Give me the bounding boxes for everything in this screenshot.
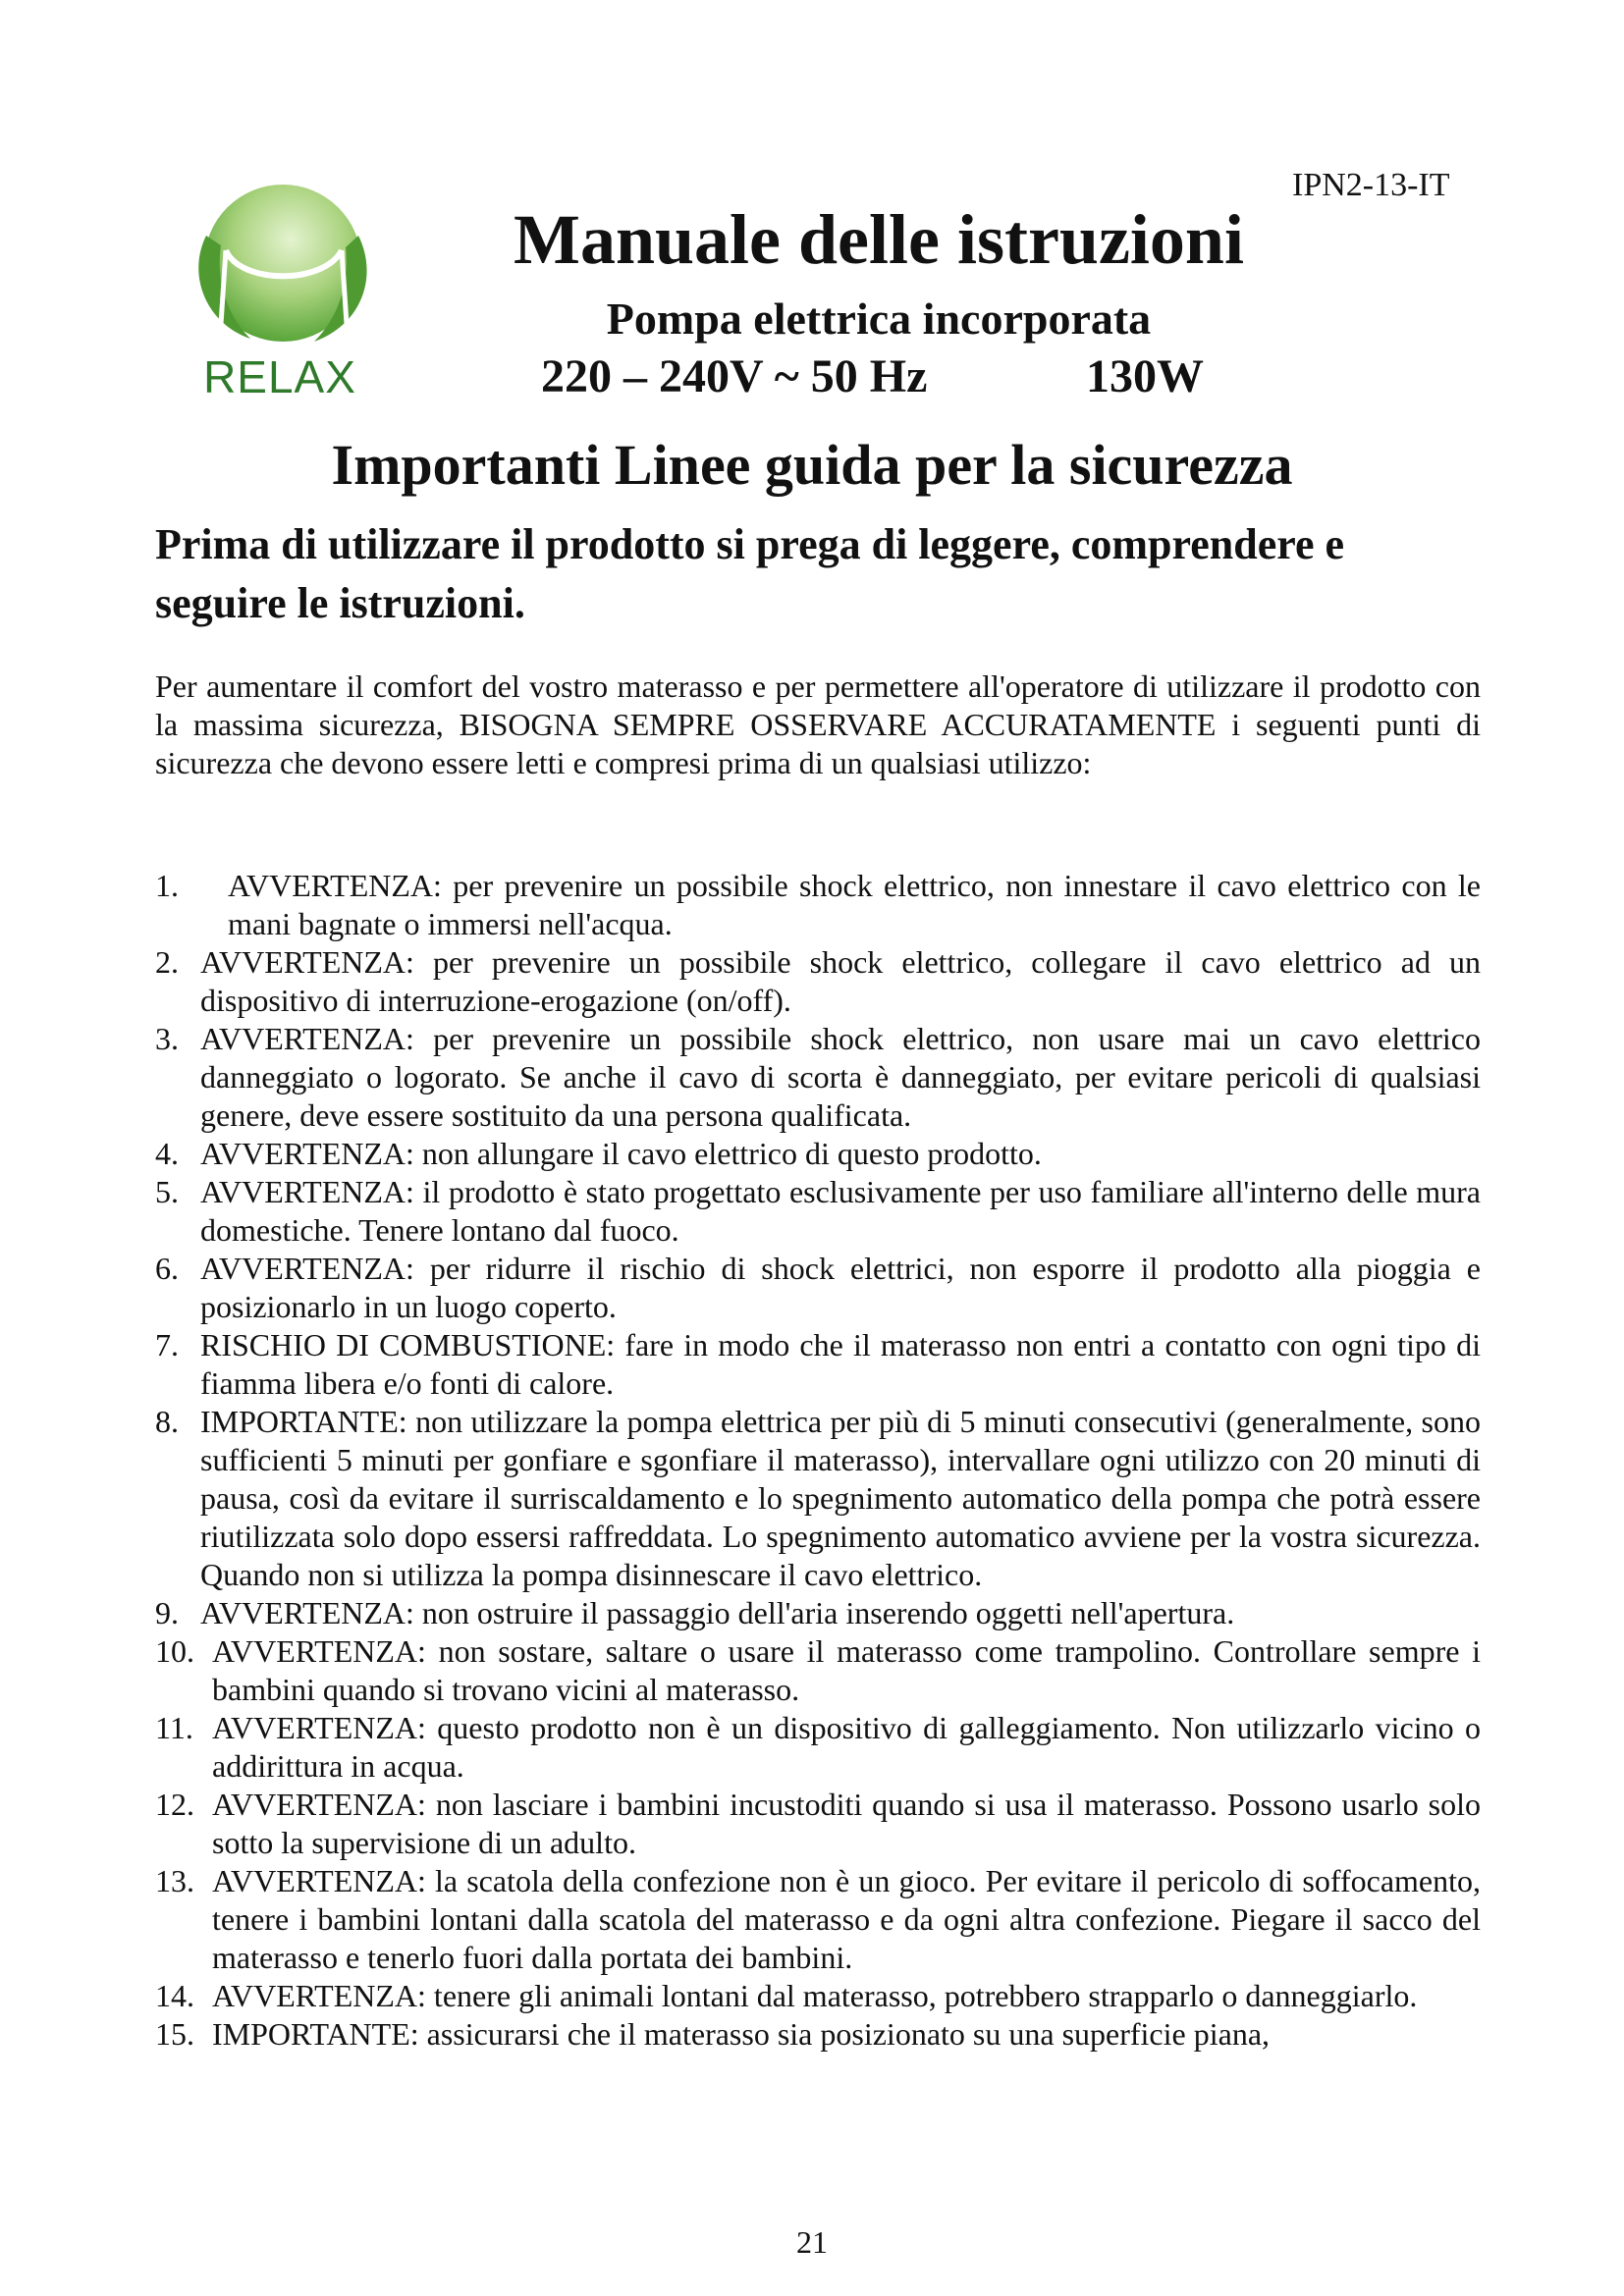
list-item-text: AVVERTENZA: non ostruire il passaggio dell'aria inserendo oggetti nell'apertura. bbox=[200, 1595, 1235, 1630]
list-item-text: AVVERTENZA: per prevenire un possibile shock elettrico, collegare il cavo elettrico ad un dispositivo di interruzione-erogazione (on/off). bbox=[200, 944, 1481, 1018]
list-item-number: 1. bbox=[155, 868, 179, 903]
document-code: IPN2-13-IT bbox=[1292, 167, 1450, 203]
list-item-number: 15. bbox=[155, 2016, 194, 2052]
page-number: 21 bbox=[796, 2224, 828, 2260]
list-item-number: 13. bbox=[155, 1863, 194, 1898]
list-item-number: 2. bbox=[155, 944, 179, 980]
voltage-spec: 220 – 240V ~ 50 Hz bbox=[541, 350, 928, 402]
intro-bold-instruction: Prima di utilizzare il prodotto si prega di leggere, comprendere e seguire le istruzioni. bbox=[155, 520, 1345, 627]
list-item-text: IMPORTANTE: assicurarsi che il materasso sia posizionato su una superficie piana, bbox=[212, 2016, 1271, 2052]
list-item-number: 11. bbox=[155, 1710, 193, 1745]
list-item bbox=[155, 1135, 1481, 1173]
list-item bbox=[155, 1020, 1481, 1135]
list-item bbox=[155, 943, 1481, 1020]
logo-text: RELAX bbox=[203, 351, 356, 402]
list-item-number: 8. bbox=[155, 1404, 179, 1439]
manual-title: Manuale delle istruzioni bbox=[514, 200, 1244, 279]
list-item-number: 5. bbox=[155, 1174, 179, 1209]
list-item-number: 3. bbox=[155, 1021, 179, 1056]
list-item-number: 10. bbox=[155, 1633, 194, 1669]
list-item-text: IMPORTANTE: non utilizzare la pompa elettrica per più di 5 minuti consecutivi (generalmente, sono sufficienti 5 minuti per gonfiare e sgonfiare il materasso), intervallare ogni utilizzo con 20 minuti di pausa, così da evitare il surriscaldamento e lo spegnimento automatico della pompa che potrà essere riutilizzata solo dopo essersi raffreddata. Lo spegnimento automatico avviene per la vostra sicurezza. Quando non si utilizza la pompa disinnescare il cavo elettrico. bbox=[200, 1404, 1481, 1592]
intro-paragraph: Per aumentare il comfort del vostro materasso e per permettere all'operatore di utilizzare il prodotto con la massima sicurezza, BISOGNA SEMPRE OSSERVARE ACCURATAMENTE i seguenti punti di sicurezza che devono essere letti e compresi prima di un qualsiasi utilizzo: bbox=[155, 668, 1481, 780]
list-item bbox=[155, 1632, 1481, 1709]
list-item-number: 4. bbox=[155, 1136, 179, 1171]
list-item bbox=[155, 1709, 1481, 1786]
safety-list bbox=[155, 867, 1481, 2054]
list-item bbox=[155, 1403, 1481, 1594]
list-item-number: 9. bbox=[155, 1595, 179, 1630]
list-item bbox=[155, 1862, 1481, 1977]
list-item-number: 12. bbox=[155, 1787, 194, 1822]
list-item-text: AVVERTENZA: per prevenire un possibile shock elettrico, non innestare il cavo elettrico con le mani bagnate o immersi nell'acqua. bbox=[228, 868, 1481, 941]
list-item bbox=[155, 2015, 1481, 2054]
list-item bbox=[155, 1250, 1481, 1326]
list-item bbox=[155, 1594, 1481, 1632]
list-item-text: AVVERTENZA: per prevenire un possibile shock elettrico, non usare mai un cavo elettrico danneggiato o logorato. Se anche il cavo di scorta è danneggiato, per evitare pericoli di qualsiasi genere, deve essere sostituito da una persona qualificata. bbox=[200, 1021, 1481, 1133]
product-subtitle: Pompa elettrica incorporata bbox=[606, 294, 1152, 344]
list-item bbox=[155, 1786, 1481, 1862]
list-item-text: AVVERTENZA: non lasciare i bambini incustoditi quando si usa il materasso. Possono usarlo solo sotto la supervisione di un adulto. bbox=[212, 1787, 1481, 1860]
power-spec: 130W bbox=[1086, 350, 1204, 402]
list-item bbox=[155, 1326, 1481, 1403]
list-item bbox=[155, 867, 1481, 943]
list-item-text: AVVERTENZA: la scatola della confezione non è un gioco. Per evitare il pericolo di soffocamento, tenere i bambini lontani dalla scatola del materasso e da ogni altra confezione. Piegare il sacco del materasso e tenerlo fuori dalla portata dei bambini. bbox=[212, 1863, 1481, 1975]
list-item-text: AVVERTENZA: questo prodotto non è un dispositivo di galleggiamento. Non utilizzarlo vicino o addirittura in acqua. bbox=[212, 1710, 1481, 1784]
list-item-text: AVVERTENZA: non sostare, saltare o usare il materasso come trampolino. Controllare sempre i bambini quando si trovano vicini al materasso. bbox=[212, 1633, 1481, 1707]
list-item-number: 6. bbox=[155, 1251, 179, 1286]
list-item-text: AVVERTENZA: per ridurre il rischio di shock elettrici, non esporre il prodotto alla pioggia e posizionarlo in un luogo coperto. bbox=[200, 1251, 1481, 1324]
list-item-text: AVVERTENZA: il prodotto è stato progettato esclusivamente per uso familiare all'interno delle mura domestiche. Tenere lontano dal fuoco. bbox=[200, 1174, 1481, 1248]
list-item-text: AVVERTENZA: non allungare il cavo elettrico di questo prodotto. bbox=[200, 1136, 1042, 1171]
list-item-text: AVVERTENZA: tenere gli animali lontani dal materasso, potrebbero strapparlo o danneggiarlo. bbox=[212, 1978, 1418, 2013]
list-item-number: 7. bbox=[155, 1327, 179, 1362]
list-item bbox=[155, 1977, 1481, 2015]
list-item-text: RISCHIO DI COMBUSTIONE: fare in modo che il materasso non entri a contatto con ogni tipo di fiamma libera e/o fonti di calore. bbox=[200, 1327, 1481, 1401]
list-item bbox=[155, 1173, 1481, 1250]
list-item-number: 14. bbox=[155, 1978, 194, 2013]
safety-heading: Importanti Linee guida per la sicurezza bbox=[331, 433, 1293, 497]
